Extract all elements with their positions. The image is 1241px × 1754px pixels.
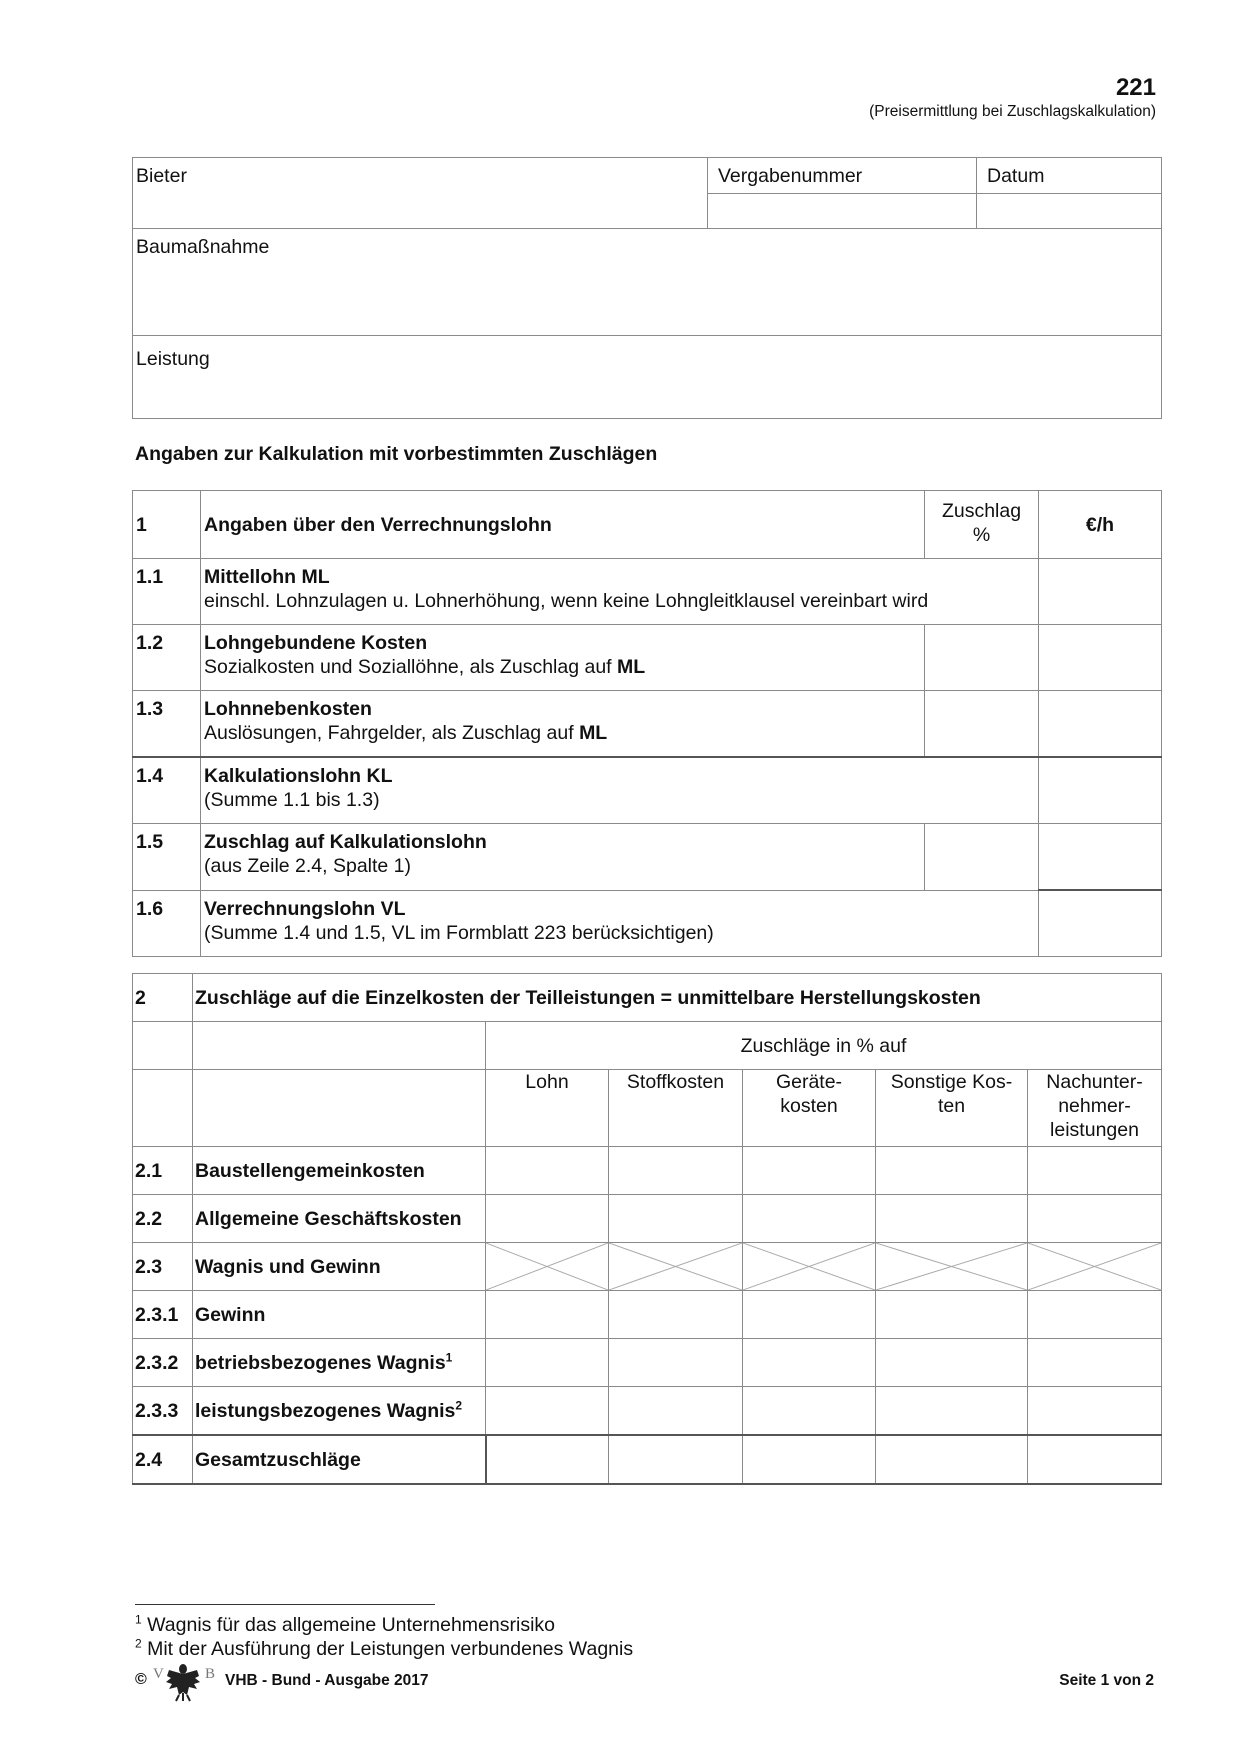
cross-mark-icon <box>486 1243 608 1290</box>
row-1-6 <box>133 890 1162 957</box>
stoff-input[interactable] <box>609 1435 743 1484</box>
part1-title: Angaben über den Verrechnungslohn <box>201 491 925 559</box>
row-num: 1.6 <box>133 890 201 957</box>
footnote-divider <box>135 1604 435 1605</box>
row-text <box>201 757 1039 824</box>
row-label <box>193 1339 486 1387</box>
row-text <box>201 824 925 891</box>
part2-title: Zuschläge auf die Einzelkosten der Teilleistungen = unmittelbare Herstellungskosten <box>193 974 1162 1022</box>
eur-h-input[interactable] <box>1039 625 1162 691</box>
baumassnahme-label: Baumaßnahme <box>136 236 270 258</box>
datum-header <box>977 158 1162 194</box>
row-title: Zuschlag auf Kalkulationslohn <box>204 831 487 853</box>
crossed-cell <box>1028 1243 1162 1291</box>
stoff-input[interactable] <box>609 1195 743 1243</box>
row-title: Lohnnebenkosten <box>204 698 372 720</box>
footnote-mark: 1 <box>135 1612 142 1627</box>
row-text <box>201 559 1039 625</box>
row-num: 2.1 <box>133 1147 193 1195</box>
row-title: Mittellohn ML <box>204 566 330 588</box>
eur-h-input[interactable] <box>1039 824 1162 891</box>
col-stoffkosten: Stoffkosten <box>609 1070 743 1147</box>
crossed-cell <box>609 1243 743 1291</box>
eagle-icon <box>163 1662 203 1702</box>
row-label-text: leistungsbezogenes Wagnis <box>195 1399 456 1422</box>
row-2-1 <box>133 1147 1162 1195</box>
stoff-input[interactable] <box>609 1387 743 1436</box>
row-2-3-1 <box>133 1291 1162 1339</box>
row-num: 2.4 <box>133 1435 193 1484</box>
row-2-3-3 <box>133 1387 1162 1436</box>
footnote-text: Wagnis für das allgemeine Unternehmensrisiko <box>147 1614 555 1636</box>
row-2-4 <box>133 1435 1162 1484</box>
row-desc-bold: ML <box>579 722 608 744</box>
row-2-2 <box>133 1195 1162 1243</box>
stoff-input[interactable] <box>609 1147 743 1195</box>
stoff-input[interactable] <box>609 1291 743 1339</box>
row-num: 2.3.2 <box>133 1339 193 1387</box>
vergabenummer-header <box>708 158 977 194</box>
sonstige-input[interactable] <box>876 1195 1028 1243</box>
row-desc: (aus Zeile 2.4, Spalte 1) <box>204 855 412 877</box>
eur-h-input[interactable] <box>1039 757 1162 824</box>
row-num: 2.3 <box>133 1243 193 1291</box>
row-desc: Auslösungen, Fahrgelder, als Zuschlag auf <box>204 722 580 744</box>
bieter-label: Bieter <box>136 165 187 187</box>
sonstige-input[interactable] <box>876 1291 1028 1339</box>
row-2-3 <box>133 1243 1162 1291</box>
nachunter-input[interactable] <box>1028 1339 1162 1387</box>
footnote-text: Mit der Ausführung der Leistungen verbundenes Wagnis <box>147 1638 634 1660</box>
lohn-input[interactable] <box>486 1291 609 1339</box>
row-1-4 <box>133 757 1162 824</box>
eur-h-header: €/h <box>1039 491 1162 559</box>
row-num: 2.2 <box>133 1195 193 1243</box>
datum-label: Datum <box>987 165 1045 187</box>
datum-field[interactable] <box>977 194 1162 229</box>
row-num: 1.2 <box>133 625 201 691</box>
sonstige-input[interactable] <box>876 1147 1028 1195</box>
zuschlag-label: Zuschlag <box>941 500 1022 522</box>
row-desc: einschl. Lohnzulagen u. Lohnerhöhung, wenn keine Lohngleitklausel vereinbart wird <box>204 590 929 612</box>
row-desc: (Summe 1.4 und 1.5, VL im Formblatt 223 berücksichtigen) <box>204 921 714 944</box>
nachunter-input[interactable] <box>1028 1435 1162 1484</box>
crossed-cell <box>743 1243 876 1291</box>
row-num: 1.1 <box>133 559 201 625</box>
logo-letter-right: B <box>205 1666 216 1682</box>
col-sonstige-kosten: Sonstige Kos- ten <box>876 1070 1028 1147</box>
cross-mark-icon <box>743 1243 875 1290</box>
geraete-input[interactable] <box>743 1435 876 1484</box>
footnote-ref: 2 <box>455 1398 463 1412</box>
nachunter-input[interactable] <box>1028 1291 1162 1339</box>
footnote-mark: 2 <box>135 1636 142 1651</box>
row-label: Gesamtzuschläge <box>193 1435 486 1484</box>
row-title: Lohngebundene Kosten <box>204 632 428 654</box>
empty-cell <box>193 1070 486 1147</box>
crossed-cell <box>876 1243 1028 1291</box>
lohn-input[interactable] <box>486 1339 609 1387</box>
row-1-3 <box>133 691 1162 758</box>
footer-page: Seite 1 von 2 <box>1059 1672 1154 1689</box>
row-1-5 <box>133 824 1162 891</box>
crossed-cell <box>486 1243 609 1291</box>
footnote-ref: 1 <box>445 1350 453 1364</box>
footnote-2 <box>135 1638 633 1661</box>
form-subtitle: (Preisermittlung bei Zuschlagskalkulation) <box>869 103 1156 120</box>
part2-num: 2 <box>133 974 193 1022</box>
row-label: Baustellengemeinkosten <box>193 1147 486 1195</box>
general-info-table <box>132 157 1162 419</box>
row-num: 2.3.1 <box>133 1291 193 1339</box>
row-label: Allgemeine Geschäftskosten <box>193 1195 486 1243</box>
lohn-input[interactable] <box>486 1195 609 1243</box>
empty-cell <box>133 1022 193 1070</box>
sonstige-input[interactable] <box>876 1435 1028 1484</box>
row-1-2 <box>133 625 1162 691</box>
footnote-1 <box>135 1614 555 1637</box>
nachunter-input[interactable] <box>1028 1195 1162 1243</box>
cross-mark-icon <box>1028 1243 1161 1290</box>
part1-num: 1 <box>133 491 201 559</box>
col-nachunternehmer: Nachunter- nehmer- leistungen <box>1028 1070 1162 1147</box>
row-num: 1.3 <box>133 691 201 758</box>
row-2-3-2 <box>133 1339 1162 1387</box>
zuschlag-input[interactable] <box>925 625 1039 691</box>
eur-h-input[interactable] <box>1039 890 1162 957</box>
row-desc: Sozialkosten und Soziallöhne, als Zuschlag auf <box>204 656 618 678</box>
copyright-symbol: © <box>135 1671 147 1688</box>
leistung-label: Leistung <box>136 348 210 370</box>
baumassnahme-field[interactable] <box>133 229 1162 336</box>
group-header: Zuschläge in % auf <box>486 1022 1162 1070</box>
eur-h-input[interactable] <box>1039 559 1162 625</box>
cross-mark-icon <box>876 1243 1027 1290</box>
vhb-logo <box>135 1662 217 1702</box>
geraete-input[interactable] <box>743 1387 876 1436</box>
lohn-input[interactable] <box>486 1435 609 1484</box>
footer-edition: VHB - Bund - Ausgabe 2017 <box>225 1672 429 1689</box>
row-label-text: betriebsbezogenes Wagnis <box>195 1351 446 1374</box>
empty-cell <box>193 1022 486 1070</box>
row-title: Verrechnungslohn VL <box>204 897 406 920</box>
stoff-input[interactable] <box>609 1339 743 1387</box>
leistung-field[interactable] <box>133 336 1162 419</box>
form-number: 221 <box>1115 74 1156 101</box>
row-num: 2.3.3 <box>133 1387 193 1436</box>
lohn-input[interactable] <box>486 1147 609 1195</box>
row-label <box>193 1387 486 1436</box>
row-desc-bold: ML <box>617 656 646 678</box>
lohn-input[interactable] <box>486 1387 609 1436</box>
geraete-input[interactable] <box>743 1195 876 1243</box>
verrechnungslohn-table <box>132 490 1162 957</box>
vergabenummer-field[interactable] <box>708 194 977 229</box>
row-desc: (Summe 1.1 bis 1.3) <box>204 789 380 811</box>
zuschlaege-table <box>132 973 1162 1485</box>
col-geraetekosten: Geräte- kosten <box>743 1070 876 1147</box>
section-title: Angaben zur Kalkulation mit vorbestimmten Zuschlägen <box>135 443 658 465</box>
cross-mark-icon <box>609 1243 742 1290</box>
col-lohn: Lohn <box>486 1070 609 1147</box>
sonstige-input[interactable] <box>876 1387 1028 1436</box>
geraete-input[interactable] <box>743 1291 876 1339</box>
row-text <box>201 625 925 691</box>
row-num: 1.4 <box>133 757 201 824</box>
empty-cell <box>133 1070 193 1147</box>
vergabenummer-label: Vergabenummer <box>718 165 863 187</box>
sonstige-input[interactable] <box>876 1339 1028 1387</box>
geraete-input[interactable] <box>743 1339 876 1387</box>
row-title: Kalkulationslohn KL <box>204 765 393 787</box>
row-text <box>201 691 925 758</box>
row-num: 1.5 <box>133 824 201 891</box>
row-text <box>201 890 1039 957</box>
zuschlag-input[interactable] <box>925 824 1039 891</box>
zuschlag-input[interactable] <box>925 691 1039 758</box>
nachunter-input[interactable] <box>1028 1387 1162 1436</box>
bieter-field[interactable] <box>133 158 708 229</box>
eur-h-input[interactable] <box>1039 691 1162 758</box>
row-1-1 <box>133 559 1162 625</box>
logo-letter-left: V <box>153 1666 164 1682</box>
geraete-input[interactable] <box>743 1147 876 1195</box>
nachunter-input[interactable] <box>1028 1147 1162 1195</box>
zuschlag-header <box>925 491 1039 559</box>
row-label: Wagnis und Gewinn <box>193 1243 486 1291</box>
zuschlag-unit: % <box>972 524 991 546</box>
row-label: Gewinn <box>193 1291 486 1339</box>
